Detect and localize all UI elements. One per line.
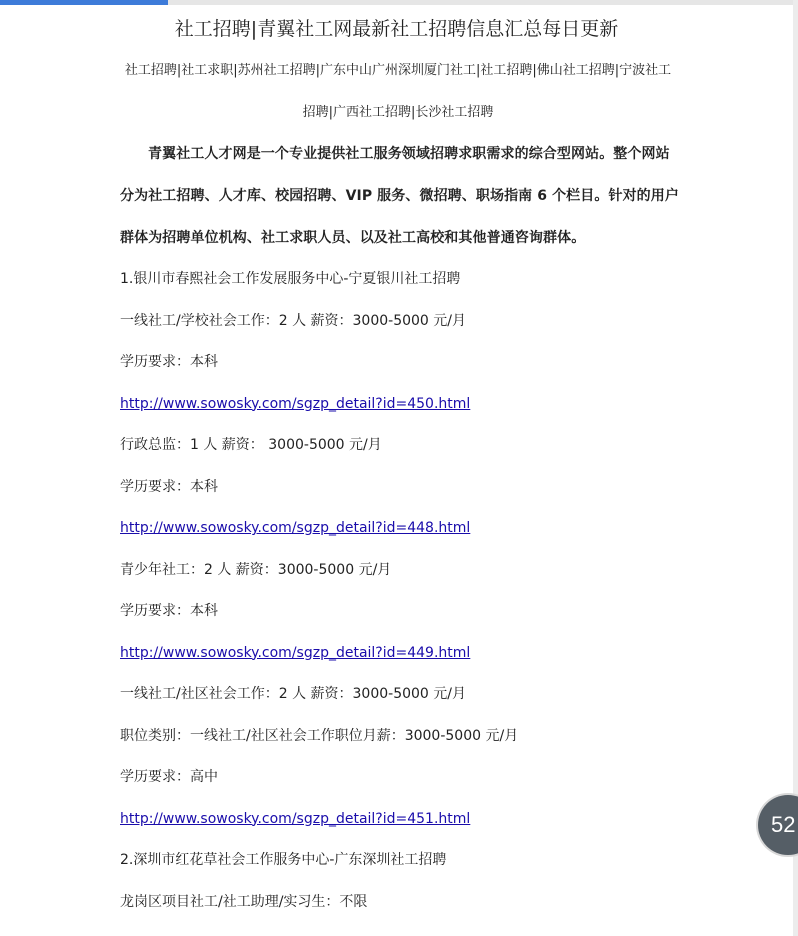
floating-counter-badge[interactable]: [758, 795, 798, 855]
keyword-subtitle: 社工招聘|社工求职|苏州社工招聘|广东中山广州深圳厦门社工|社工招聘|佛山社工招聘|宁波社工招聘|广西社工招聘|长沙社工招聘: [124, 63, 672, 120]
job-detail-link[interactable]: http://www.sowosky.com/sgzp_detail?id=451.html: [120, 810, 471, 827]
content-line: 1.银川市春熙社会工作发展服务中心-宁夏银川社工招聘: [120, 271, 461, 287]
content-line: 2.深圳市红花草社会工作服务中心-广东深圳社工招聘: [120, 852, 447, 868]
content-line: 学历要求：本科: [120, 354, 218, 370]
content-line: 学历要求：高中: [120, 769, 218, 785]
page-title: 社工招聘|青翼社工网最新社工招聘信息汇总每日更新: [174, 18, 619, 40]
content-line: 龙岗区项目社工/社工助理/实习生：不限: [120, 893, 368, 910]
content-line: 一线社工/社区社会工作：2 人 薪资：3000-5000 元/月: [120, 686, 466, 702]
job-detail-link[interactable]: http://www.sowosky.com/sgzp_detail?id=450.html: [120, 395, 471, 412]
job-detail-link[interactable]: http://www.sowosky.com/sgzp_detail?id=448.html: [120, 520, 471, 536]
reading-progress-fill: [0, 0, 168, 5]
badge-progress-ring: [758, 795, 798, 855]
job-detail-link[interactable]: http://www.sowosky.com/sgzp_detail?id=449.html: [120, 644, 471, 661]
content-line: 行政总监：1 人 薪资： 3000-5000 元/月: [120, 437, 382, 453]
intro-paragraph: 青翼社工人才网是一个专业提供社工服务领域招聘求职需求的综合型网站。整个网站分为社工招聘、人才库、校园招聘、VIP 服务、微招聘、职场指南 6 个栏目。针对的用户群体为招聘单位机构、社工求职人员、以及社工高校和其他普通咨询群体。: [120, 146, 679, 246]
badge-value: 52: [771, 812, 796, 837]
reading-progress-bar: [0, 0, 798, 5]
content-line: 学历要求：本科: [120, 603, 218, 619]
content-line: 学历要求：本科: [120, 478, 218, 495]
content-line: 职位类别：一线社工/社区社会工作职位月薪：3000-5000 元/月: [120, 727, 519, 744]
content-line: 一线社工/学校社会工作：2 人 薪资：3000-5000 元/月: [120, 312, 466, 329]
content-line: 青少年社工：2 人 薪资：3000-5000 元/月: [120, 561, 392, 578]
